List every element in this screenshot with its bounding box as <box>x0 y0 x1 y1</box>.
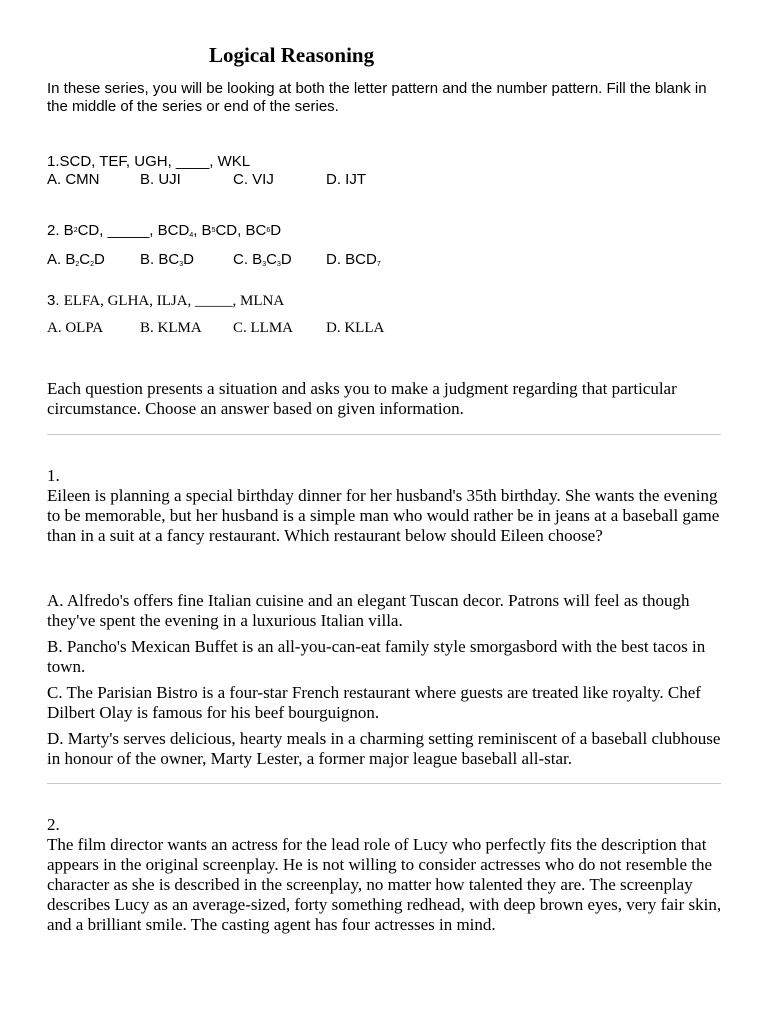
option-text: D <box>94 251 105 268</box>
series-question-1: 1.SCD, TEF, UGH, ____, WKL <box>47 153 251 170</box>
question-text: CD, BC <box>215 222 267 239</box>
option-a: A. OLPA <box>47 320 104 336</box>
option-text: D <box>280 251 292 268</box>
answer-c: C. The Parisian Bistro is a four-star French restaurant where guests are treated like royalty. Chef Dilbert Olay is famous for his beef bourguignon. <box>47 683 701 722</box>
option-b: B. KLMA <box>140 320 202 336</box>
series-instructions: In these series, you will be looking at both the letter pattern and the number pattern. Fill the blank in the middle of the series or end of the series. <box>47 80 707 115</box>
subscript: 2 <box>75 261 80 268</box>
series-question-3 <box>47 292 284 310</box>
option-text: C <box>266 251 277 268</box>
question-text: ELFA, GLHA, ILJA, _____, MLNA <box>63 293 285 309</box>
situation-text: Eileen is planning a special birthday dinner for her husband's 35th birthday. She wants the evening to be memorable, but her husband is a simple man who would rather be in jeans at a baseball game than in a suit at a fancy restaurant. Which restaurant below should Eileen choose? <box>47 486 720 545</box>
option-text: C. B <box>233 251 263 268</box>
subscript: 2 <box>90 261 95 268</box>
option-a: A. CMN <box>47 171 100 188</box>
question-text: 2. B <box>47 222 74 239</box>
situation-text: The film director wants an actress for the lead role of Lucy who perfectly fits the description that appears in the original screenplay. He is not willing to consider actresses who do not resemble the character as she is described in the screenplay, no matter how talented they are. The screenplay describes Lucy as an average-sized, forty something redhead, with deep brown eyes, very fair skin, and a brilliant smile. The casting agent has four actresses in mind. <box>47 835 722 934</box>
judgment-instructions: Each question presents a situation and asks you to make a judgment regarding that particular circumstance. Choose an answer based on given information. <box>47 379 677 418</box>
question-text: CD, _____, BCD <box>77 222 190 239</box>
option-b <box>140 251 194 268</box>
situation-1 <box>47 466 727 546</box>
option-text: D. BCD <box>326 251 377 268</box>
option-d <box>326 251 381 268</box>
divider <box>47 434 721 435</box>
option-c: C. LLMA <box>233 320 293 336</box>
option-d: D. KLLA <box>326 320 385 336</box>
option-c <box>233 251 292 268</box>
divider <box>47 783 721 784</box>
option-text: D <box>183 251 194 268</box>
option-text: B. BC <box>140 251 180 268</box>
option-text: A. B <box>47 251 76 268</box>
option-d: D. IJT <box>326 171 366 188</box>
situation-2 <box>47 815 727 935</box>
answer-b: B. Pancho's Mexican Buffet is an all-you-can-eat family style smorgasbord with the best tacos in town. <box>47 637 706 676</box>
answer-d: D. Marty's serves delicious, hearty meals in a charming setting reminiscent of a baseball clubhouse in honour of the owner, Marty Lester, a former major league baseball all-star. <box>47 729 721 768</box>
situation-number: 1. <box>47 466 60 485</box>
option-c: C. VIJ <box>233 171 274 188</box>
question-label: 3. <box>47 292 64 309</box>
option-b: B. UJI <box>140 171 181 188</box>
question-text: D <box>270 222 282 239</box>
subscript: 5 <box>211 227 216 234</box>
subscript: 2 <box>73 227 78 234</box>
option-a <box>47 251 105 268</box>
question-text: , B <box>193 222 212 239</box>
option-text: C <box>79 251 91 268</box>
subscript: 7 <box>376 261 381 268</box>
situation-1-answers <box>47 591 727 775</box>
subscript: 6 <box>266 227 271 234</box>
subscript: 3 <box>262 261 267 268</box>
situation-number: 2. <box>47 815 60 834</box>
page-title: Logical Reasoning <box>209 43 375 67</box>
answer-a: A. Alfredo's offers fine Italian cuisine and an elegant Tuscan decor. Patrons will feel as though they've spent the evening in a luxurious Italian villa. <box>47 591 690 630</box>
subscript: 3 <box>276 261 281 268</box>
subscript: 4 <box>189 232 194 239</box>
series-question-2 <box>47 222 281 239</box>
subscript: 3 <box>179 261 184 268</box>
